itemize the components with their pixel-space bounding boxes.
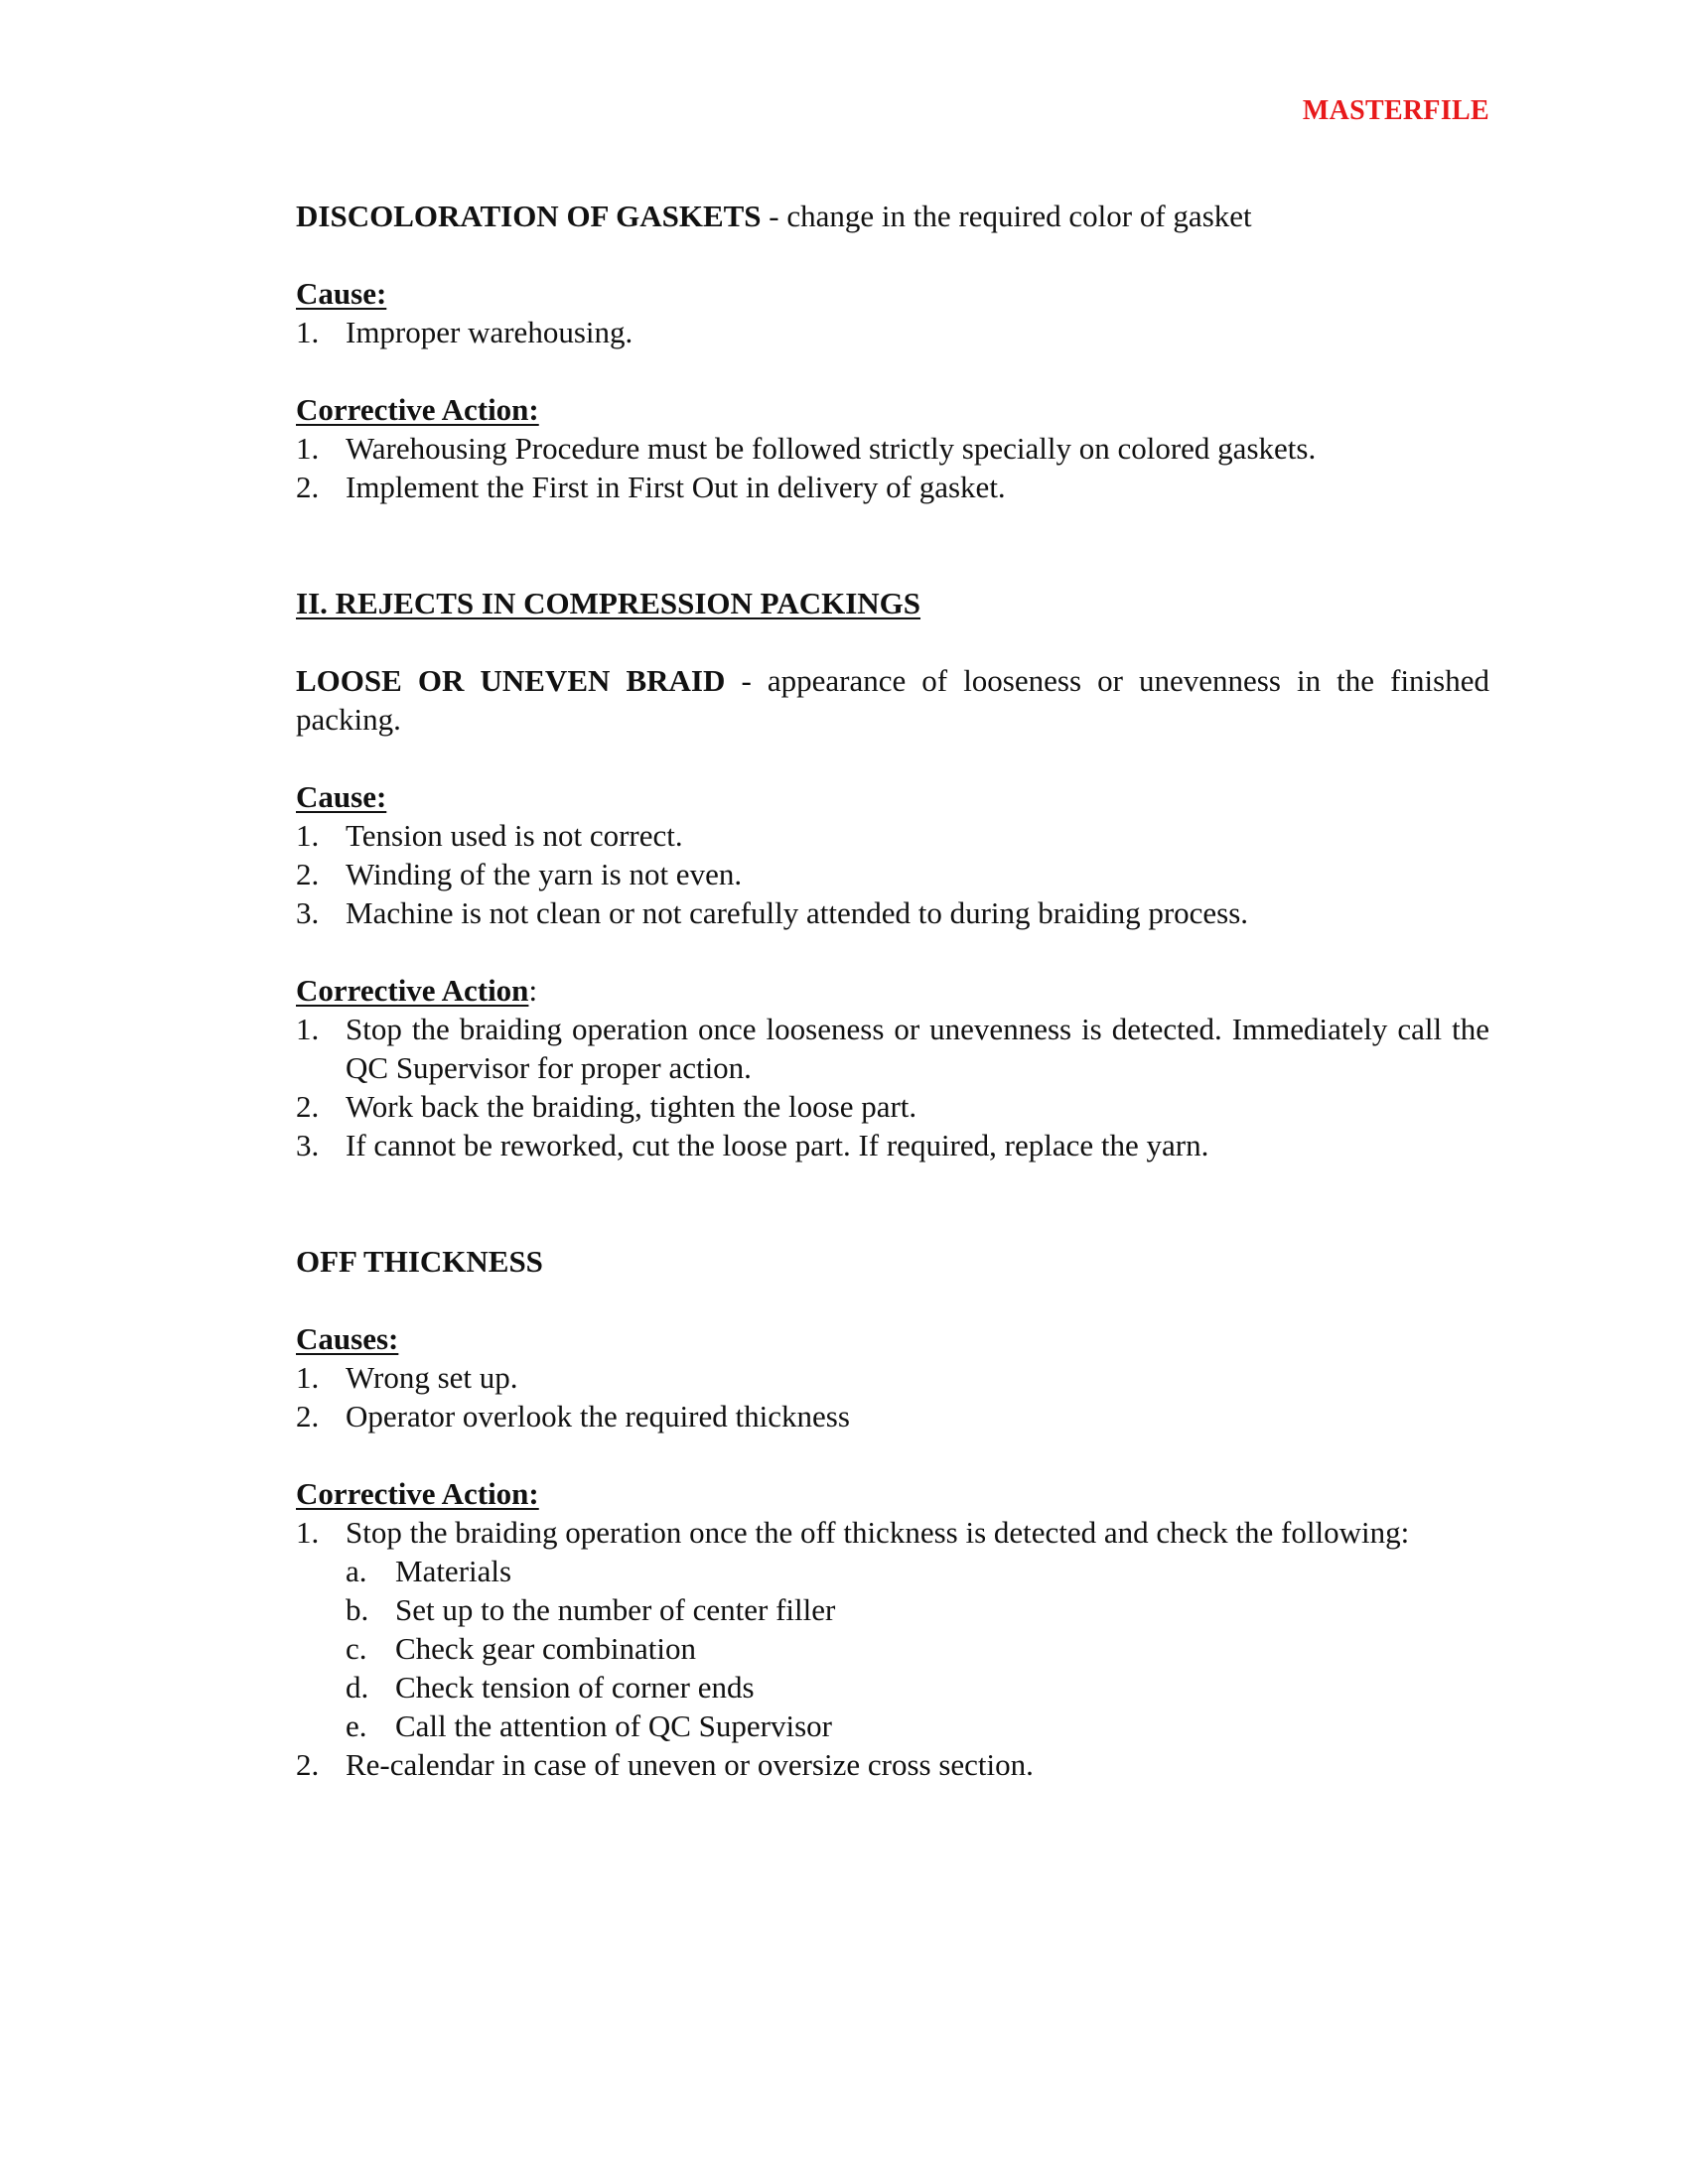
- list-item: [296, 1513, 1489, 1745]
- sub-list-letter: c.: [346, 1631, 367, 1666]
- cause-label: Cause:: [296, 276, 387, 311]
- list-item: [296, 893, 1489, 932]
- list-number: 3.: [296, 895, 320, 930]
- discoloration-heading-line: [296, 197, 1489, 235]
- masterfile-label: MASTERFILE: [1302, 95, 1489, 126]
- cause-list: [296, 816, 1489, 932]
- list-item: [296, 816, 1489, 855]
- list-item-text: Re-calendar in case of uneven or oversize cross section.: [346, 1747, 1034, 1782]
- loose-braid-heading-line: [296, 661, 1489, 739]
- corrective-action-label: Corrective Action: [296, 973, 529, 1008]
- sub-list-letter: a.: [346, 1554, 367, 1588]
- list-number: 1.: [296, 315, 320, 349]
- sub-list-item-text: Check gear combination: [395, 1631, 697, 1666]
- list-number: 1.: [296, 818, 320, 853]
- list-number: 2.: [296, 1089, 320, 1124]
- list-item-text: Operator overlook the required thickness: [346, 1399, 850, 1433]
- list-item: [296, 1126, 1489, 1164]
- sub-list-item: [346, 1668, 1489, 1706]
- cause-list: [296, 1358, 1489, 1435]
- list-item: [296, 313, 1489, 351]
- list-item-text: Machine is not clean or not carefully attended to during braiding process.: [346, 895, 1249, 930]
- list-item-text: Implement the First in First Out in delivery of gasket.: [346, 470, 1006, 504]
- corrective-action-list: [296, 429, 1489, 506]
- loose-braid-title: LOOSE OR UNEVEN BRAID: [296, 663, 726, 698]
- sub-action-list: [346, 1552, 1489, 1745]
- sub-list-item-text: Check tension of corner ends: [395, 1670, 755, 1705]
- sub-list-item-text: Materials: [395, 1554, 512, 1588]
- list-number: 1.: [296, 1515, 320, 1550]
- list-number: 3.: [296, 1128, 320, 1162]
- sub-list-item: [346, 1629, 1489, 1668]
- list-item-text: Warehousing Procedure must be followed strictly specially on colored gaskets.: [346, 431, 1317, 466]
- loose-braid-description: - appearance of looseness or unevenness in the finished packing.: [296, 663, 1489, 737]
- off-thickness-title: OFF THICKNESS: [296, 1244, 543, 1279]
- list-item: [296, 1087, 1489, 1126]
- list-number: 2.: [296, 1747, 320, 1782]
- list-item-text: Wrong set up.: [346, 1360, 518, 1395]
- list-number: 2.: [296, 857, 320, 891]
- list-item-text: Stop the braiding operation once the off thickness is detected and check the following:: [346, 1515, 1410, 1550]
- discoloration-title: DISCOLORATION OF GASKETS: [296, 199, 762, 233]
- sub-list-item: [346, 1552, 1489, 1590]
- corrective-action-list: [296, 1513, 1489, 1784]
- sub-list-item-text: Call the attention of QC Supervisor: [395, 1708, 832, 1743]
- section-heading: II. REJECTS IN COMPRESSION PACKINGS: [296, 586, 921, 620]
- list-item: [296, 1397, 1489, 1435]
- list-item: [296, 855, 1489, 893]
- cause-list: [296, 313, 1489, 351]
- list-item: [296, 468, 1489, 506]
- causes-label: Causes:: [296, 1321, 399, 1356]
- sub-list-letter: e.: [346, 1708, 367, 1743]
- cause-label: Cause:: [296, 779, 387, 814]
- list-item: [296, 1745, 1489, 1784]
- corrective-action-heading-line: [296, 971, 1489, 1010]
- corrective-action-label: Corrective Action:: [296, 392, 539, 427]
- corrective-action-list: [296, 1010, 1489, 1164]
- discoloration-description: - change in the required color of gasket: [761, 199, 1252, 233]
- sub-list-letter: d.: [346, 1670, 369, 1705]
- list-item-text: Improper warehousing.: [346, 315, 633, 349]
- sub-list-item: [346, 1706, 1489, 1745]
- corrective-action-colon: :: [528, 973, 538, 1008]
- list-number: 1.: [296, 1360, 320, 1395]
- list-item: [296, 429, 1489, 468]
- document-body: [296, 197, 1489, 1784]
- list-item-text: Stop the braiding operation once looseness or unevenness is detected. Immediately call the QC Supervisor for proper action.: [346, 1012, 1489, 1085]
- sub-list-item-text: Set up to the number of center filler: [395, 1592, 836, 1627]
- list-item-text: Tension used is not correct.: [346, 818, 683, 853]
- list-item: [296, 1010, 1489, 1087]
- corrective-action-label: Corrective Action:: [296, 1476, 539, 1511]
- list-number: 2.: [296, 1399, 320, 1433]
- list-item-text: Work back the braiding, tighten the loose part.: [346, 1089, 917, 1124]
- list-item-text: Winding of the yarn is not even.: [346, 857, 743, 891]
- list-number: 1.: [296, 1012, 320, 1046]
- sub-list-letter: b.: [346, 1592, 369, 1627]
- list-item: [296, 1358, 1489, 1397]
- list-number: 2.: [296, 470, 320, 504]
- list-number: 1.: [296, 431, 320, 466]
- sub-list-item: [346, 1590, 1489, 1629]
- list-item-text: If cannot be reworked, cut the loose part. If required, replace the yarn.: [346, 1128, 1209, 1162]
